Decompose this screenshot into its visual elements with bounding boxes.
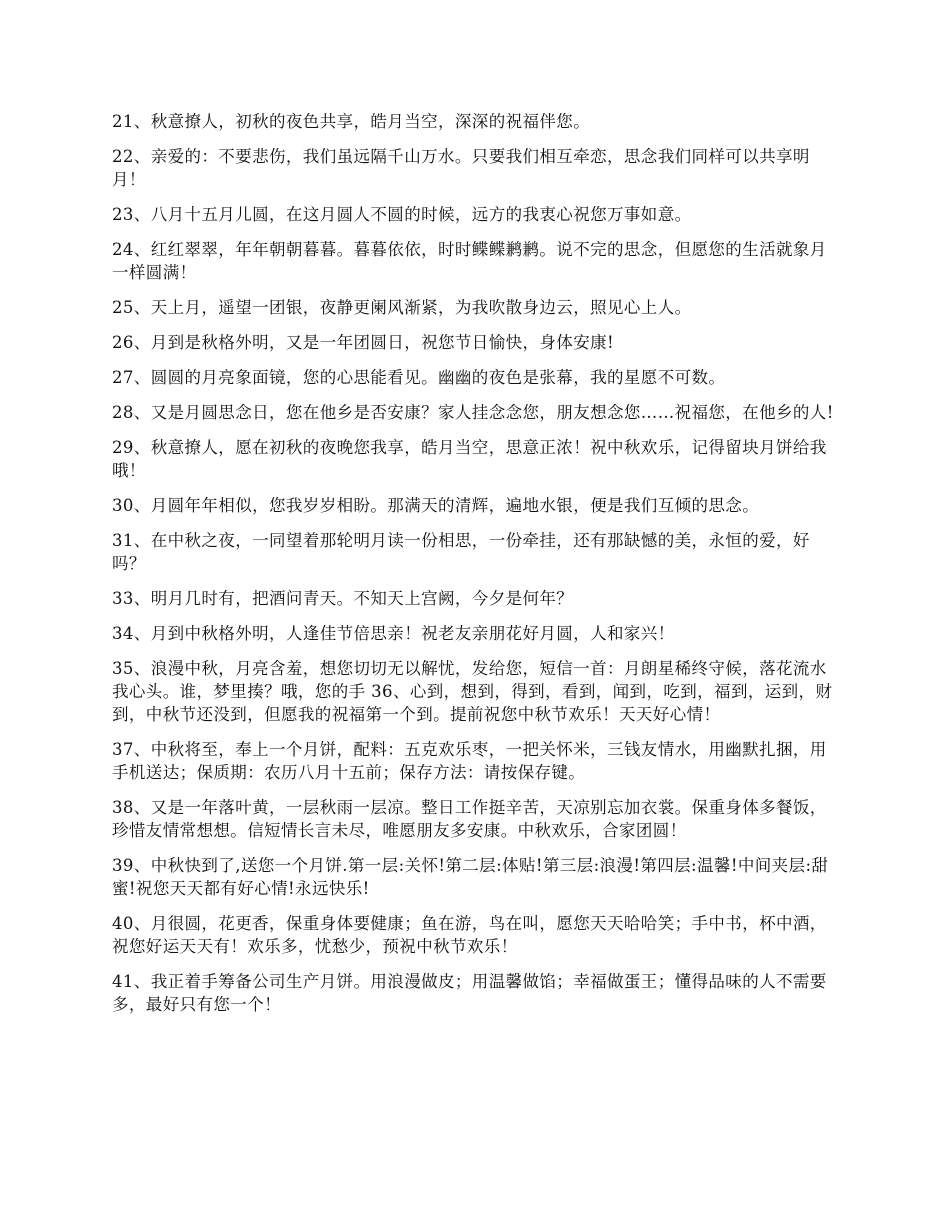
paragraph-25: 25、天上月，遥望一团银，夜静更阑风渐紧，为我吹散身边云，照见心上人。 — [112, 298, 692, 317]
paragraph-40: 40、月很圆，花更香，保重身体要健康；鱼在游，鸟在叫，愿您天天哈哈笑；手中书，杯中酒，祝您好运天天有！欢乐多，忧愁少，预祝中秋节欢乐！ — [112, 914, 827, 956]
paragraph-31: 31、在中秋之夜，一同望着那轮明月读一份相思，一份牵挂，还有那缺憾的美，永恒的爱，好吗？ — [112, 531, 810, 573]
paragraph-28: 28、又是月圆思念日，您在他乡是否安康？家人挂念念您，朋友想念您……祝福您，在他乡的人! — [112, 403, 834, 422]
paragraph-23: 23、八月十五月儿圆，在这月圆人不圆的时候，远方的我衷心祝您万事如意。 — [112, 205, 692, 224]
paragraph-38: 38、又是一年落叶黄，一层秋雨一层凉。整日工作挺辛苦，天凉别忘加衣裳。保重身体多餐饭，珍惜友情常想想。信短情长言未尽，唯愿朋友多安康。中秋欢乐，合家团圆！ — [112, 798, 827, 840]
paragraph-34: 34、月到中秋格外明，人逢佳节倍思亲！祝老友亲朋花好月圆，人和家兴！ — [112, 624, 675, 643]
paragraph-35: 35、浪漫中秋，月亮含羞，想您切切无以解忧，发给您，短信一首：月朗星稀终守候，落花流水我心头。谁，梦里揍？哦，您的手 36、心到，想到，得到，看到，闻到，吃到，福到，运到，财到，中秋节还没到，但愿我的祝福第一个到。提前祝您中秋节欢乐！天天好心情！ — [112, 659, 833, 724]
paragraph-21: 21、秋意撩人，初秋的夜色共享，皓月当空，深深的祝福伴您。 — [112, 112, 591, 131]
paragraph-29: 29、秋意撩人，愿在初秋的夜晚您我享，皓月当空，思意正浓！祝中秋欢乐，记得留块月饼给我哦！ — [112, 438, 827, 480]
paragraph-37: 37、中秋将至，奉上一个月饼，配料：五克欢乐枣，一把关怀米，三钱友情水，用幽默扎捆，用手机送达；保质期：农历八月十五前；保存方法：请按保存键。 — [112, 740, 827, 782]
paragraph-33: 33、明月几时有，把酒问青天。不知天上宫阙，今夕是何年？ — [112, 589, 574, 608]
paragraph-27: 27、圆圆的月亮象面镜，您的心思能看见。幽幽的夜色是张幕，我的星愿不可数。 — [112, 368, 726, 387]
paragraph-39: 39、中秋快到了,送您一个月饼.第一层:关怀!第二层:体贴!第三层:浪漫!第四层:温馨!中间夹层:甜蜜!祝您天天都有好心情!永远快乐! — [112, 856, 829, 898]
paragraph-24: 24、红红翠翠，年年朝朝暮暮。暮暮依依，时时鲽鲽鹣鹣。说不完的思念，但愿您的生活就象月一样圆满！ — [112, 240, 827, 282]
paragraph-26: 26、月到是秋格外明，又是一年团圆日，祝您节日愉快，身体安康! — [112, 333, 615, 352]
paragraph-30: 30、月圆年年相似，您我岁岁相盼。那满天的清辉，遍地水银，便是我们互倾的思念。 — [112, 496, 760, 515]
paragraph-41: 41、我正着手筹备公司生产月饼。用浪漫做皮；用温馨做馅；幸福做蛋王；懂得品味的人不需要多，最好只有您一个！ — [112, 972, 827, 1014]
document-body — [112, 110, 836, 1028]
paragraph-22: 22、亲爱的：不要悲伤，我们虽远隔千山万水。只要我们相互牵恋，思念我们同样可以共享明月！ — [112, 147, 810, 189]
